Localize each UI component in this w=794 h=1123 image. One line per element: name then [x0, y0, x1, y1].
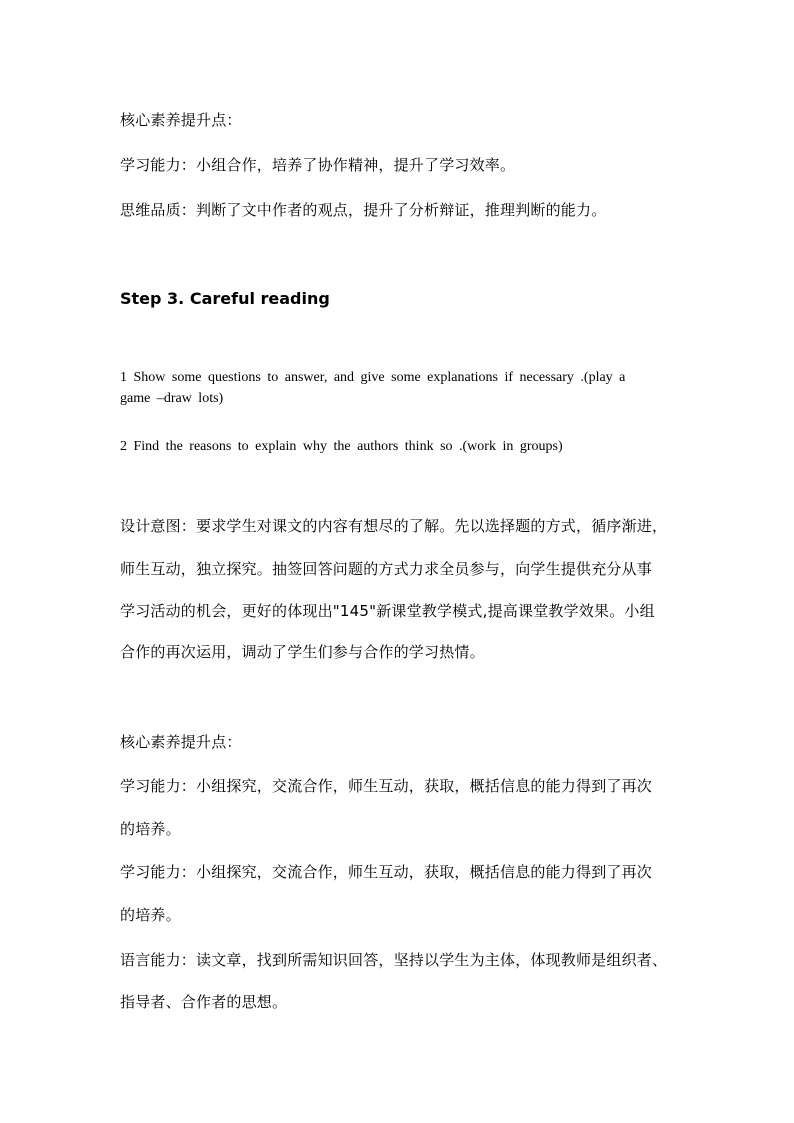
learning-ability-p1-line1: 学习能力：小组探究，交流合作，师生互动，获取，概括信息的能力得到了再次: [120, 777, 653, 795]
design-intent-line1: 设计意图：要求学生对课文的内容有想尽的了解。先以选择题的方式，循序渐进，: [120, 517, 668, 535]
thinking-quality-line: 思维品质：判断了文中作者的观点，提升了分析辩证，推理判断的能力。: [120, 201, 607, 219]
design-intent-line4: 合作的再次运用，调动了学生们参与合作的学习热情。: [120, 643, 485, 661]
step3-heading: Step 3. Careful reading: [120, 289, 330, 308]
step3-item2: 2 Find the reasons to explain why the authors think so .(work in groups): [120, 439, 563, 454]
language-ability-line1: 语言能力：读文章，找到所需知识回答，坚持以学生为主体，体现教师是组织者、: [120, 951, 668, 969]
design-intent-line2: 师生互动，独立探究。抽签回答问题的方式力求全员参与，向学生提供充分从事: [120, 560, 653, 578]
language-ability-line2: 指导者、合作者的思想。: [120, 993, 288, 1011]
step3-item1-line2: game –draw lots): [120, 391, 224, 406]
core-literacy-heading-2: 核心素养提升点：: [120, 733, 242, 751]
learning-ability-p2-line2: 的培养。: [120, 906, 181, 924]
design-intent-line3: 学习活动的机会，更好的体现出"145"新课堂教学模式,提高课堂教学效果。小组: [120, 602, 655, 620]
learning-ability-p2-line1: 学习能力：小组探究，交流合作，师生互动，获取，概括信息的能力得到了再次: [120, 863, 653, 881]
learning-ability-line: 学习能力：小组合作，培养了协作精神，提升了学习效率。: [120, 156, 516, 174]
step3-item1-line1: 1 Show some questions to answer, and give some explanations if necessary .(play a: [120, 370, 626, 385]
learning-ability-p1-line2: 的培养。: [120, 820, 181, 838]
core-literacy-heading: 核心素养提升点：: [120, 111, 242, 129]
